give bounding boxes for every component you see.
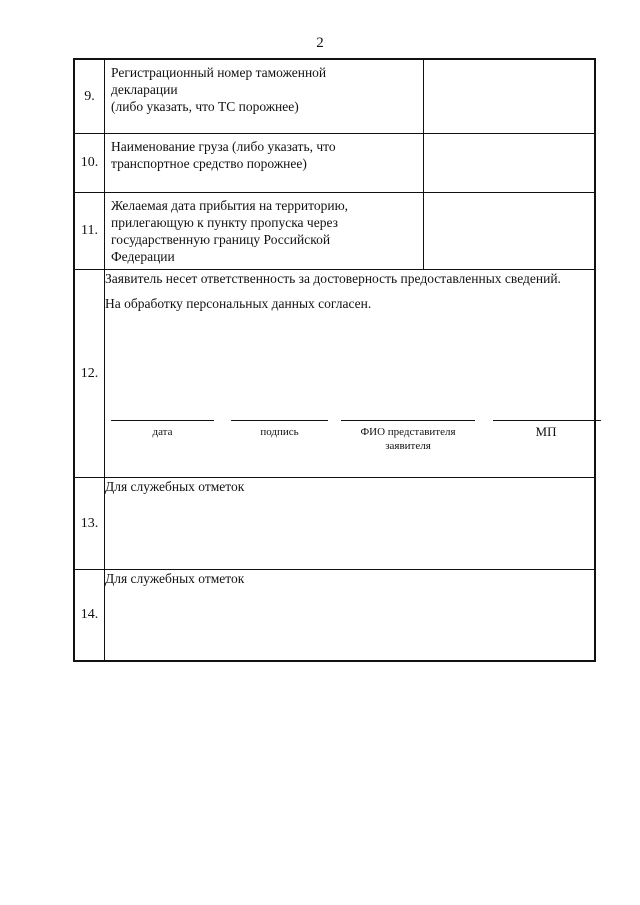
label-line: Регистрационный номер таможенной bbox=[111, 65, 327, 80]
form-row-13 bbox=[74, 477, 595, 569]
row-number: 13. bbox=[74, 477, 105, 569]
representative-name-caption bbox=[341, 425, 475, 453]
official-notes-cell bbox=[105, 569, 596, 661]
form-row-12 bbox=[74, 269, 595, 477]
official-notes-label: Для служебных отметок bbox=[105, 570, 245, 586]
label-line: Желаемая дата прибытия на территорию, bbox=[111, 197, 349, 213]
label-line: Федерации bbox=[111, 248, 175, 264]
label-line: транспортное средство порожнее) bbox=[111, 155, 307, 171]
row-label bbox=[105, 192, 424, 269]
declaration-cell bbox=[105, 269, 596, 477]
form-row-10 bbox=[74, 133, 595, 192]
label-line: Наименование груза (либо указать, что bbox=[111, 138, 336, 154]
signature-block bbox=[111, 420, 594, 460]
row-number: 14. bbox=[74, 569, 105, 661]
signature-caption: подпись bbox=[260, 425, 299, 438]
date-caption: дата bbox=[152, 425, 173, 438]
representative-name-line[interactable] bbox=[341, 420, 475, 421]
page-number: 2 bbox=[316, 35, 324, 51]
stamp-place-caption: МП bbox=[535, 423, 557, 439]
label-line: (либо указать, что ТС порожнее) bbox=[111, 99, 299, 114]
row-label bbox=[105, 59, 424, 133]
form-row-14 bbox=[74, 569, 595, 661]
arrival-date-field[interactable] bbox=[424, 192, 596, 269]
label-line: декларации bbox=[111, 82, 178, 97]
cargo-name-field[interactable] bbox=[424, 133, 596, 192]
caption-line: заявителя bbox=[385, 439, 431, 452]
date-line[interactable] bbox=[111, 420, 214, 421]
row-number: 10. bbox=[74, 133, 105, 192]
label-line: прилегающую к пункту пропуска через bbox=[111, 214, 338, 230]
form-row-9 bbox=[74, 59, 595, 133]
label-line: государственную границу Российской bbox=[111, 231, 331, 247]
row-label bbox=[105, 133, 424, 192]
row-number: 9. bbox=[74, 59, 105, 133]
official-notes-cell bbox=[105, 477, 596, 569]
application-form-table bbox=[73, 58, 596, 662]
responsibility-statement: Заявитель несет ответственность за достоверность предоставленных сведений. bbox=[105, 270, 561, 286]
row-number: 11. bbox=[74, 192, 105, 269]
signature-line[interactable] bbox=[231, 420, 328, 421]
official-notes-label: Для служебных отметок bbox=[105, 478, 245, 494]
caption-line: ФИО представителя bbox=[360, 425, 456, 438]
customs-declaration-number-field[interactable] bbox=[424, 59, 596, 133]
row-number: 12. bbox=[74, 269, 105, 477]
form-row-11 bbox=[74, 192, 595, 269]
stamp-line bbox=[493, 420, 601, 421]
personal-data-consent: На обработку персональных данных согласен. bbox=[105, 295, 372, 311]
